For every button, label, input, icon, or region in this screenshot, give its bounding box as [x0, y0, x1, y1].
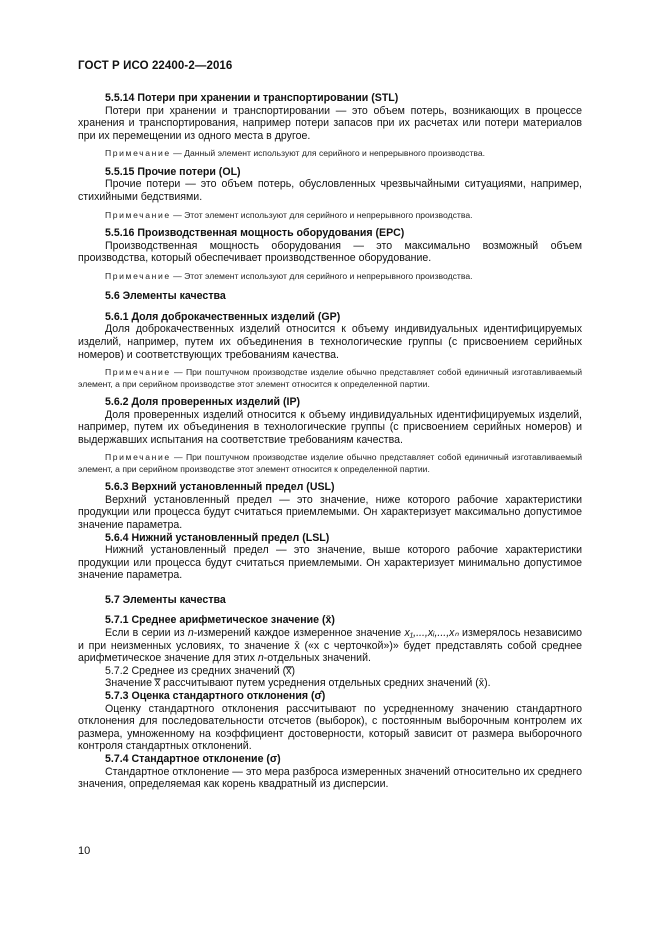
math-n: n [187, 627, 194, 640]
section-5-6-1-note [78, 367, 582, 390]
note-text: — При поштучном производстве изделие обычно представляет собой единичный изготавливаемый элемент, а при серийном производстве этот элемент относится к определенной партии. [78, 367, 582, 389]
section-5-5-15-note [78, 210, 582, 221]
note-label: Примечание [105, 270, 171, 281]
section-5-5-16-note [78, 271, 582, 282]
section-5-6-4-text: Нижний установленный предел — это значение, выше которого рабочие характеристики продукции или процесса будут считаться приемлемыми. Он характеризует минимально допустимое значение параметра. [78, 544, 582, 582]
note-label: Примечание [105, 367, 171, 378]
section-5-7-3-text: Оценку стандартного отклонения рассчитывают по усредненному значению стандартного отклонения для последовательности отсчетов (выборок), с постоянным выборочным контролем их размера, умноженному на коэффициент достоверности, который зависит от размера выборочного контроля стандартных отклонений. [78, 702, 582, 753]
section-5-5-14-heading: 5.5.14 Потери при хранении и транспортировании (STL) [105, 92, 399, 104]
section-5-7-heading: 5.7 Элементы качества [105, 593, 226, 606]
note-label: Примечание [105, 209, 171, 220]
text-fragment: Если в серии из [105, 627, 188, 640]
section-5-7-1-heading: 5.7.1 Среднее арифметическое значение (x̄) [105, 614, 335, 627]
section-5-5-14-text: Потери при хранении и транспортировании — это объем потерь, возникающих в процессе хранения и транспортирования, например потери запасов при их расчетах или потери материалов при их перемещении из одного места в другое. [78, 104, 582, 142]
section-5-6-3-heading: 5.6.3 Верхний установленный предел (USL) [105, 481, 335, 494]
document-body [78, 92, 582, 791]
note-label: Примечание [105, 452, 171, 463]
math-n: n [257, 652, 264, 665]
section-5-7-4-heading: 5.7.4 Стандартное отклонение (σ) [105, 753, 281, 765]
document-header: ГОСТ Р ИСО 22400-2—2016 [78, 60, 233, 72]
math-x-series: x₁,...,xᵢ,...,xₙ [404, 627, 459, 640]
note-label: Примечание [105, 148, 171, 159]
section-5-5-15-text: Прочие потери — это объем потерь, обусловленных чрезвычайными ситуациями, например, стихийными бедствиями. [78, 178, 582, 203]
text-fragment: измерялось независимо и при неизменных условиях, то значение x̄ («х с черточкой»)» будет представлять собой среднее арифметическое значение для этих [78, 627, 583, 665]
section-5-5-16-text: Производственная мощность оборудования — это максимально возможный объем производства, который обеспечивает производственное оборудование. [78, 239, 582, 265]
section-5-6-2-text: Доля проверенных изделий относится к объему индивидуальных идентифицируемых изделий, например, путем их объединения в технологические группы (с присвоением серийных номеров) и выдержавших испытания на соответствие требованиям качества. [78, 408, 582, 446]
text-fragment: -измерений каждое измеренное значение [193, 627, 405, 640]
page-number: 10 [78, 845, 91, 857]
section-5-6-2-note [78, 452, 582, 475]
section-5-5-16-heading: 5.5.16 Производственная мощность оборудования (EPC) [105, 226, 405, 239]
section-5-7-2-heading: 5.7.2 Среднее из средних значений (x̿) [105, 664, 295, 677]
section-5-6-2-heading: 5.6.2 Доля проверенных изделий (IP) [105, 395, 301, 408]
section-5-6-4-heading: 5.6.4 Нижний установленный предел (LSL) [105, 531, 330, 544]
section-5-6-1-text: Доля доброкачественных изделий относится к объему индивидуальных идентифицируемых изделий, например, путем их объединения в технологические группы (с присвоением серийных номеров) и соответствующих требованиям качества. [78, 323, 582, 361]
note-text: — Этот элемент используют для серийного и непрерывного производства. [170, 209, 473, 220]
section-5-6-1-heading: 5.6.1 Доля доброкачественных изделий (GP) [105, 310, 341, 323]
section-5-7-2-text: Значение x̿ рассчитывают путем усреднения отдельных средних значений (x̄). [105, 677, 491, 690]
note-text: — Данный элемент используют для серийного и непрерывного производства. [170, 148, 486, 159]
section-5-7-1-text [78, 627, 582, 665]
note-text: — При поштучном производстве изделие обычно представляет собой единичный изготавливаемый элемент, а при серийном производстве этот элемент относится к определенной партии. [78, 452, 582, 474]
text-fragment: -отдельных значений. [263, 652, 371, 665]
section-5-6-heading: 5.6 Элементы качества [105, 290, 226, 303]
note-text: — Этот элемент используют для серийного и непрерывного производства. [170, 270, 473, 281]
section-5-5-15-heading: 5.5.15 Прочие потери (OL) [105, 165, 241, 178]
section-5-7-4-text: Стандартное отклонение — это мера разброса измеренных значений относительно их среднего значения, определяемая как корень квадратный из дисперсии. [78, 765, 582, 791]
section-5-5-14-note [78, 148, 582, 159]
section-5-7-3-heading: 5.7.3 Оценка стандартного отклонения (σ̂) [105, 690, 326, 703]
section-5-6-3-text: Верхний установленный предел — это значение, ниже которого рабочие характеристики продукции или процесса будут считаться приемлемыми. Он характеризует максимально допустимое значение параметра. [78, 493, 582, 531]
